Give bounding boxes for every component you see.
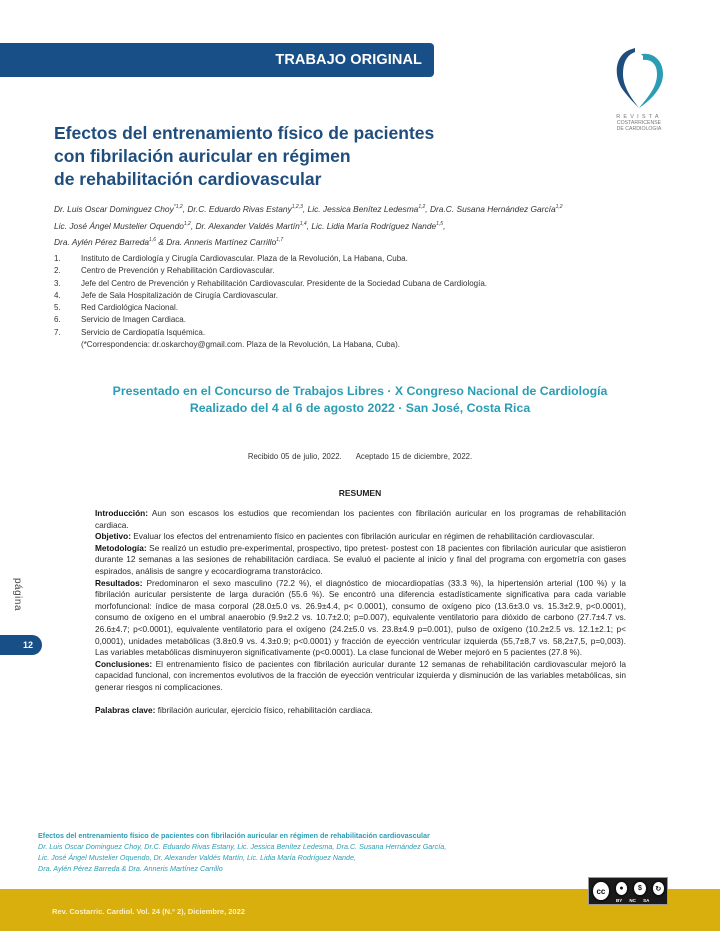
affiliation-list bbox=[54, 253, 574, 351]
received-date: Recibido 05 de julio, 2022. bbox=[247, 452, 342, 461]
author: Lic. Jessica Benítez Ledesma$^{1,2}$, bbox=[307, 203, 430, 214]
keywords: Palabras clave: fibrilación auricular, ejercicio físico, rehabilitación cardiaca. bbox=[95, 704, 373, 715]
sharealike-icon: ↻ bbox=[651, 880, 666, 897]
correspondence: (*Correspondencia: dr.oskarchoy@gmail.com. Plaza de la Revolución, La Habana, Cuba). bbox=[81, 340, 400, 350]
author: Dr. Luis Oscar Dominguez Choy$^{*1,2}$, bbox=[54, 203, 188, 214]
footer-citation-authors: Dra. Aylén Pérez Barreda & Dra. Anneris Martínez Carrillo bbox=[38, 864, 223, 873]
author-list bbox=[54, 200, 634, 250]
title-line: con fibrilación auricular en régimen bbox=[54, 146, 351, 166]
journal-logo bbox=[605, 46, 673, 146]
cc-license-badge[interactable] bbox=[588, 877, 668, 905]
abstract-body bbox=[95, 508, 626, 716]
presented-line: Presentado en el Concurso de Trabajos Libres · X Congreso Nacional de Cardiología bbox=[112, 384, 608, 398]
page-label: página bbox=[12, 578, 23, 612]
footer-citation-authors: Dr. Luis Oscar Dominguez Choy, Dr.C. Eduardo Rivas Estany, Lic. Jessica Benítez Ledesma, Dra.C. Susana Hernández García, bbox=[38, 842, 447, 851]
abstract-resultados: Resultados: Predominaron el sexo masculino (72.2 %), el diagnóstico de miocardiopatías (33.3 %), la hipertensión arterial (100 %) y la fibrilación auricular persistente de larga duración (55.6 %). Se encontró una diferencia estadísticamente significativa para cada variable morfofuncional: índice de masa corporal (28.0±5.0 vs. 26.9±4.4, p< 0.0001), consumo de oxígeno pico (13.6±3.0 vs. 15.3±2.9, p<0.0001), consumo de oxígeno en el umbral anaerobio (9.9±2.2 vs. 10.7±2.0; p=0.007), equivalente ventilatorio para dióxido de carbono (27.7±4.7 vs. 26.6±4.7; p<0.0001), equivalente ventilatorio para el oxígeno (24.2±5.0 vs. 23.8±4.9 p=0.001), pulso de oxígeno (10.2±2.5 vs. 12.1±2.1; p< 0,0001), unidades metabólicas (3.8±0.9 vs. 4.3±0.9; p<0.0001) y fracción de eyección ventricular izquierda (55,7±8,7 vs. 58,2±7,5, p=0,003). Las variables metabólicas disminuyeron significativamente (p<0.0001). La clase funcional de Weber mejoró en 5 pacientes (27.8 %). bbox=[95, 577, 626, 658]
logo-line-costarricense: COSTARRICENSE bbox=[616, 120, 662, 126]
title-line: Efectos del entrenamiento físico de pacientes bbox=[54, 123, 435, 143]
abstract-heading: RESUMEN bbox=[338, 488, 382, 498]
article-title bbox=[54, 122, 474, 191]
presented-line: Realizado del 4 al 6 de agosto 2022 · San José, Costa Rica bbox=[189, 401, 531, 415]
author: Dr. Alexander Valdés Martín$^{1,4}$, bbox=[195, 220, 312, 231]
abstract-introduccion: Introducción: Aun son escasos los estudios que recomiendan los pacientes con fibrilación auricular en los programas de rehabilitación cardiaca. bbox=[95, 508, 626, 530]
author: Lic. Lidia María Rodríguez Nande$^{1,5}$, bbox=[311, 220, 446, 231]
author: Dra.C. Susana Hernández García$^{1,2}$ bbox=[429, 203, 563, 214]
logo-line-revista: REVISTA bbox=[616, 114, 662, 120]
presented-note bbox=[60, 383, 660, 417]
affiliation-item: 5. Red Cardiológica Nacional. bbox=[54, 303, 178, 313]
author: Lic. José Ángel Mustelier Oquendo$^{1,2}$, bbox=[54, 220, 196, 231]
affiliation-item: 2. Centro de Prevención y Rehabilitación Cardiovascular. bbox=[54, 266, 275, 276]
author: Dr.C. Eduardo Rivas Estany$^{1,2,3}$, bbox=[187, 203, 308, 214]
title-line: de rehabilitación cardiovascular bbox=[54, 169, 322, 189]
cc-icon: cc bbox=[591, 880, 611, 902]
heart-logo-icon bbox=[613, 46, 665, 110]
accepted-date: Aceptado 15 de diciembre, 2022. bbox=[355, 452, 473, 461]
abstract-metodologia: Metodología: Se realizó un estudio pre-experimental, prospectivo, tipo pretest- postest con 18 pacientes con fibrilación auricular que asistieron durante 12 semanas a las sesiones de rehabilitación cardiaca. Se evaluó el paciente al inicio y final del programa con ergometría con gases espirados, análisis de sangre y ecocardiograma transtorácico. bbox=[95, 542, 626, 576]
cc-license-labels: BY NC SA bbox=[616, 898, 650, 903]
footer-citation bbox=[38, 830, 638, 874]
page-number: 12 bbox=[0, 635, 42, 655]
journal-reference: Rev. Costarric. Cardiol. Vol. 24 (N.º 2), Diciembre, 2022 bbox=[52, 907, 245, 916]
footer-citation-authors: Lic. José Ángel Mustelier Oquendo, Dr. Alexander Valdés Martín, Lic. Lidia María Rodríguez Nande, bbox=[38, 853, 357, 862]
affiliation-item: 3. Jefe del Centro de Prevención y Rehabilitación Cardiovascular. Presidente de la Sociedad Cubana de Cardiología. bbox=[54, 278, 488, 288]
attribution-icon: ● bbox=[614, 880, 629, 897]
affiliation-item: 4. Jefe de Sala Hospitalización de Cirugía Cardiovascular. bbox=[54, 290, 278, 300]
abstract-objetivo: Objetivo: Evaluar los efectos del entrenamiento físico en pacientes con fibrilación auricular en régimen de rehabilitación cardiovascular. bbox=[95, 531, 595, 542]
logo-line-cardiologia: DE CARDIOLOGIA bbox=[616, 126, 662, 132]
author: Dra. Anneris Martínez Carrillo$^{1,7}$ bbox=[166, 237, 284, 248]
footer-citation-title: Efectos del entrenamiento físico de pacientes con fibrilación auricular en régimen de rehabilitación cardiovascular bbox=[38, 831, 430, 840]
author: Dra. Aylén Pérez Barreda$^{1,6}$ & bbox=[54, 237, 167, 248]
affiliation-item: 6. Servicio de Imagen Cardiaca. bbox=[54, 315, 186, 325]
article-dates bbox=[0, 452, 720, 461]
noncommercial-icon: $ bbox=[632, 880, 647, 897]
section-header-bar bbox=[0, 43, 434, 77]
abstract-conclusiones: Conclusiones: El entrenamiento físico de pacientes con fibrilación auricular durante 12 semanas de rehabilitación cardiovascular mejoró la capacidad funcional, con incrementos evolutivos de la fracción de eyección ventricular izquierda y disminución de las variables metabólicas, sin generar riesgos ni complicaciones. bbox=[95, 658, 626, 692]
section-label: TRABAJO ORIGINAL bbox=[275, 52, 422, 68]
affiliation-item: 7. Servicio de Cardiopatía Isquémica. bbox=[54, 327, 206, 337]
affiliation-item: 1. Instituto de Cardiología y Cirugía Cardiovascular. Plaza de la Revolución, La Habana, Cuba. bbox=[54, 254, 408, 263]
